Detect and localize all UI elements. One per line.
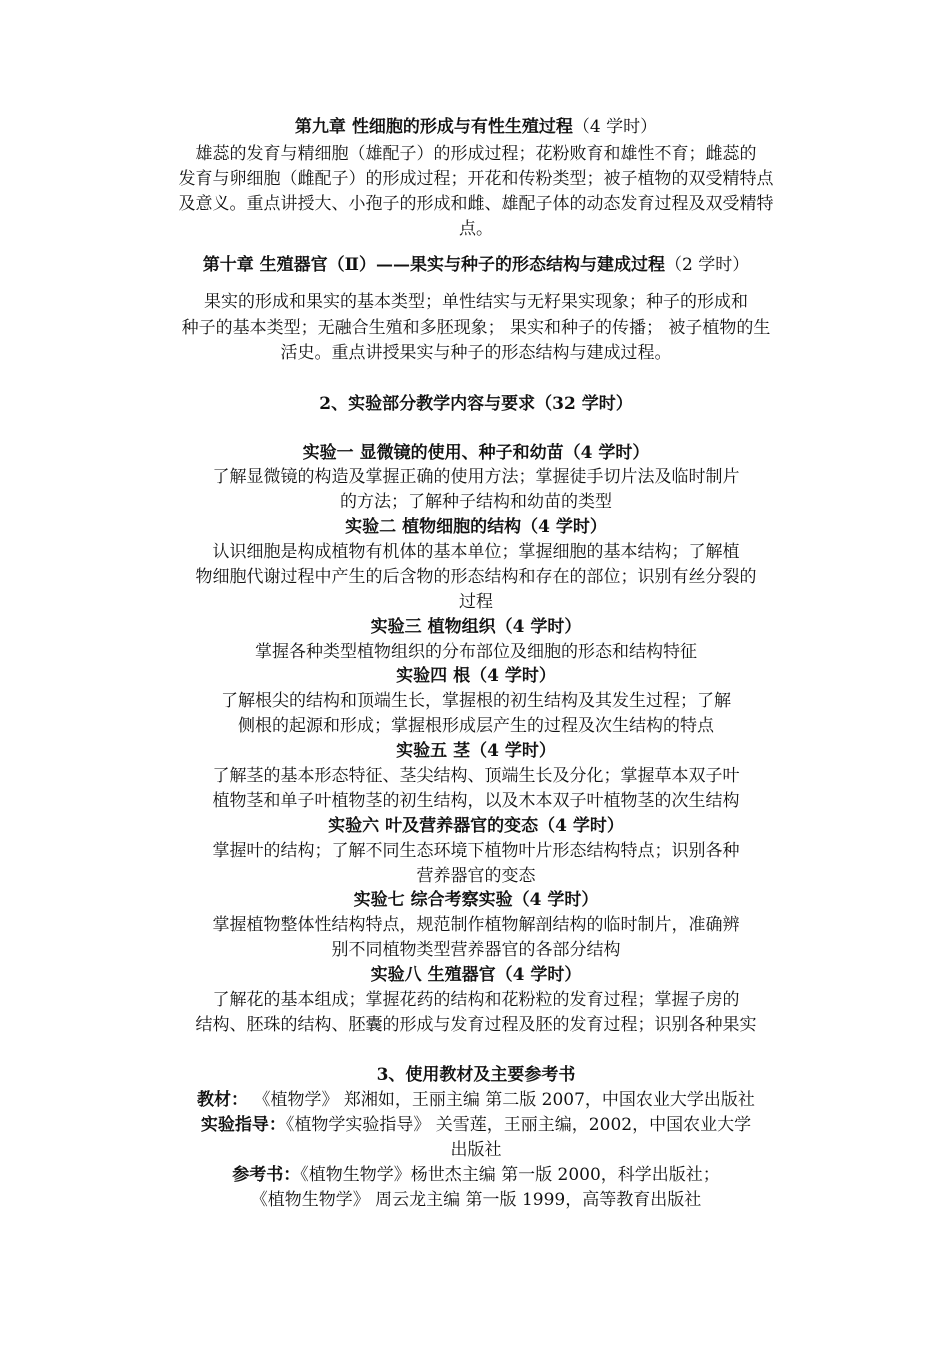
textbook-line bbox=[0, 1088, 952, 1113]
chapter10-hours: （2 学时） bbox=[665, 255, 750, 275]
chapter9-title: 第九章 性细胞的形成与有性生殖过程 bbox=[294, 117, 573, 137]
lab-guide-line-2: 出版社 bbox=[450, 1140, 502, 1160]
textbook-text: 《植物学》 郑湘如，王丽主编 第二版 2007，中国农业大学出版社 bbox=[248, 1090, 755, 1110]
experiment-title: 实验三 植物组织（4 学时） bbox=[370, 617, 582, 637]
experiment-line: 掌握叶的结构；了解不同生态环境下植物叶片形态结构特点；识别各种 bbox=[212, 841, 740, 861]
chapter9-heading bbox=[0, 115, 952, 140]
chapter10-paragraph-line: 种子的基本类型；无融合生殖和多胚现象； 果实和种子的传播； 被子植物的生 bbox=[181, 318, 771, 338]
references-text: 《植物生物学》杨世杰主编 第一版 2000，科学出版社； bbox=[300, 1165, 720, 1185]
chapter9-paragraph-line: 发育与卵细胞（雌配子）的形成过程；开花和传粉类型；被子植物的双受精特点 bbox=[178, 169, 774, 189]
lab-guide-line bbox=[0, 1113, 952, 1138]
experiment-line: 侧根的起源和形成；掌握根形成层产生的过程及次生结构的特点 bbox=[238, 716, 714, 736]
experiment-title: 实验六 叶及营养器官的变态（4 学时） bbox=[328, 816, 624, 836]
references-label: 参考书： bbox=[232, 1165, 301, 1185]
experiment-line: 别不同植物类型营养器官的各部分结构 bbox=[331, 940, 621, 960]
experiment-title: 实验五 茎（4 学时） bbox=[396, 741, 556, 761]
chapter9-paragraph-line: 雄蕊的发育与精细胞（雄配子）的形成过程；花粉败育和雄性不育；雌蕊的 bbox=[195, 144, 757, 164]
references-line bbox=[0, 1163, 952, 1188]
lab-guide-label: 实验指导： bbox=[200, 1115, 286, 1135]
experiment-line: 掌握植物整体性结构特点，规范制作植物解剖结构的临时制片，准确辨 bbox=[212, 915, 740, 935]
experiment-line: 营养器官的变态 bbox=[416, 866, 536, 886]
chapter10-heading bbox=[0, 253, 952, 278]
chapter10-paragraph-line: 果实的形成和果实的基本类型；单性结实与无籽果实现象；种子的形成和 bbox=[204, 292, 748, 312]
experiment-title: 实验八 生殖器官（4 学时） bbox=[370, 965, 582, 985]
references-line-2: 《植物生物学》 周云龙主编 第一版 1999，高等教育出版社 bbox=[250, 1190, 702, 1210]
experiment-line: 植物茎和单子叶植物茎的初生结构，以及木本双子叶植物茎的次生结构 bbox=[212, 791, 740, 811]
experiment-line: 了解根尖的结构和顶端生长，掌握根的初生结构及其发生过程；了解 bbox=[221, 691, 731, 711]
experiment-line: 结构、胚珠的结构、胚囊的形成与发育过程及胚的发育过程；识别各种果实 bbox=[195, 1015, 757, 1035]
chapter9-hours: （4 学时） bbox=[572, 117, 658, 137]
experiment-line: 的方法；了解种子结构和幼苗的类型 bbox=[340, 492, 612, 512]
chapter9-paragraph-line: 及意义。重点讲授大、小孢子的形成和雌、雄配子体的动态发育过程及双受精特 bbox=[178, 194, 774, 214]
experiment-line: 了解花的基本组成；掌握花药的结构和花粉粒的发育过程；掌握子房的 bbox=[212, 990, 740, 1010]
experiment-title: 实验四 根（4 学时） bbox=[396, 666, 556, 686]
experiment-line: 掌握各种类型植物组织的分布部位及细胞的形态和结构特征 bbox=[255, 642, 697, 662]
experiment-title: 实验二 植物细胞的结构（4 学时） bbox=[345, 517, 607, 537]
chapter9-paragraph-line: 点。 bbox=[459, 219, 493, 239]
experiment-line: 过程 bbox=[459, 592, 493, 612]
experiment-line: 物细胞代谢过程中产生的后含物的形态结构和存在的部位；识别有丝分裂的 bbox=[195, 567, 757, 587]
experiment-title: 实验一 显微镜的使用、种子和幼苗（4 学时） bbox=[302, 443, 650, 463]
textbook-label: 教材： bbox=[197, 1090, 249, 1110]
chapter10-paragraph-line: 活史。重点讲授果实与种子的形态结构与建成过程。 bbox=[280, 343, 672, 363]
experiment-line: 认识细胞是构成植物有机体的基本单位；掌握细胞的基本结构；了解植 bbox=[212, 542, 740, 562]
lab-guide-text: 《植物学实验指导》 关雪莲，王丽主编，2002，中国农业大学 bbox=[285, 1115, 752, 1135]
experiment-title: 实验七 综合考察实验（4 学时） bbox=[353, 890, 599, 910]
section2-heading: 2、实验部分教学内容与要求（32 学时） bbox=[319, 394, 633, 414]
chapter10-title: 第十章 生殖器官（Ⅱ）——果实与种子的形态结构与建成过程 bbox=[202, 255, 665, 275]
experiment-line: 了解显微镜的构造及掌握正确的使用方法；掌握徒手切片法及临时制片 bbox=[212, 467, 740, 487]
section3-heading: 3、使用教材及主要参考书 bbox=[376, 1065, 576, 1085]
experiment-line: 了解茎的基本形态特征、茎尖结构、顶端生长及分化；掌握草本双子叶 bbox=[212, 766, 740, 786]
